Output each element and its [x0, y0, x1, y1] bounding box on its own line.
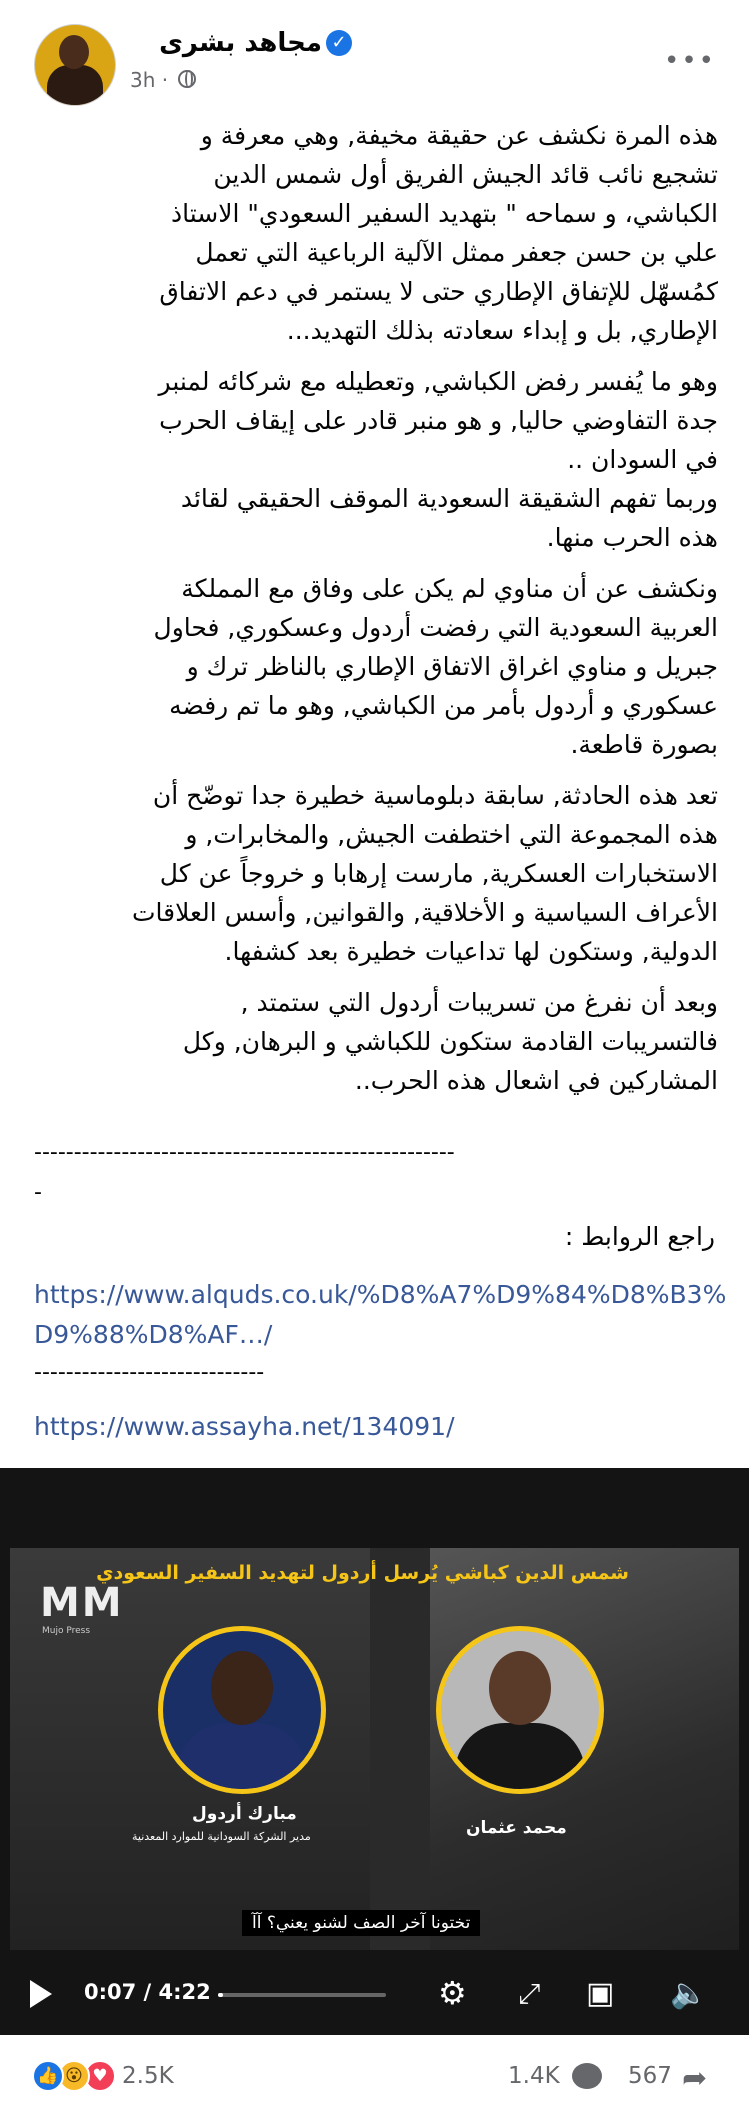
- divider-tail: -: [34, 1180, 42, 1205]
- post-time[interactable]: 3h ·: [130, 68, 169, 92]
- play-icon[interactable]: [30, 1980, 52, 2008]
- shares-count[interactable]: 567: [628, 2063, 672, 2089]
- post-paragraph: وهو ما يُفسر رفض الكباشي, وتعطيله مع شركائه لمنبر جدة التفاوضي حاليا, و هو منبر قادر على إيقاف الحرب في السودان .. وربما تفهم الشقيقة السعودية الموقف الحقيقي لقائد هذه الحرب منها.: [158, 367, 718, 552]
- references-label: راجع الروابط :: [564, 1222, 715, 1251]
- post-body: [28, 116, 718, 1112]
- globe-icon: [178, 70, 196, 88]
- video-frame[interactable]: [10, 1548, 739, 1950]
- like-icon[interactable]: 👍: [32, 2060, 64, 2092]
- love-icon[interactable]: ♥: [84, 2060, 116, 2092]
- wow-icon[interactable]: 😮: [58, 2060, 90, 2092]
- reactions-count[interactable]: 2.5K: [122, 2063, 174, 2089]
- link-assayha[interactable]: https://www.assayha.net/134091/: [34, 1412, 455, 1441]
- video-subtitle: تختونا آخر الصف لشنو يعني؟ آآ: [242, 1910, 480, 1936]
- link-alquds[interactable]: https://www.alquds.co.uk/%D8%A7%D9%84%D8%B3%D9%88%D8%AF…/: [34, 1280, 727, 1349]
- video-controls: [0, 1958, 749, 2028]
- person-left-role: مدير الشركة السودانية للموارد المعدنية: [132, 1830, 311, 1843]
- person-left-name: مبارك أردول: [192, 1804, 297, 1824]
- video-time: 0:07 / 4:22: [84, 1980, 211, 2004]
- video-player[interactable]: [0, 1468, 749, 2035]
- avatar[interactable]: [34, 24, 116, 106]
- post-paragraph: هذه المرة نكشف عن حقيقة مخيفة, وهي معرفة و تشجيع نائب قائد الجيش الفريق أول شمس الدين الكباشي، و سماحه " بتهديد السفير السعودي" الاستاذ علي بن حسن جعفر ممثل الآلية الرباعية التي تعمل كمُسهّل للإتفاق الإطاري حتى لا يستمر في دعم الاتفاق الإطاري, بل و إبداء سعادته بذلك التهديد...: [159, 121, 718, 345]
- video-headline: شمس الدين كباشي يُرسل أردول لتهديد السفير السعودي: [96, 1562, 629, 1584]
- settings-icon[interactable]: ⚙: [438, 1974, 467, 2012]
- person-right-name: محمد عثمان: [466, 1818, 567, 1838]
- volume-icon[interactable]: 🔈: [670, 1976, 708, 2011]
- post-paragraph: وبعد أن نفرغ من تسريبات أردول التي ستمتد , فالتسريبات القادمة ستكون للكباشي و البرهان, وكل المشاركين في اشعال هذه الحرب..: [182, 988, 718, 1095]
- divider: -----------------------------------------------------: [34, 1140, 455, 1165]
- logo-text: Mujo Press: [42, 1626, 91, 1636]
- comment-icon[interactable]: [572, 2063, 602, 2089]
- divider-short: -----------------------------: [34, 1360, 265, 1385]
- progress-bar[interactable]: [218, 1993, 386, 1997]
- progress-fill: [218, 1993, 223, 1997]
- fullscreen-icon[interactable]: ⤢: [518, 1977, 541, 2010]
- author-name[interactable]: مجاهد بشرى: [159, 28, 322, 58]
- mujo-logo: M M: [40, 1580, 116, 1626]
- post-paragraph: ونكشف عن أن مناوي لم يكن على وفاق مع المملكة العربية السعودية التي رفضت أردول وعسكوري, فحاول جبريل و مناوي اغراق الاتفاق الإطاري بالناظر ترك و عسكوري و أردول بأمر من الكباشي, وهو ما تم رفضه بصورة قاطعة.: [153, 574, 718, 759]
- share-icon[interactable]: ➦: [682, 2061, 708, 2096]
- post-header: [0, 0, 749, 110]
- comments-count[interactable]: 1.4K: [508, 2063, 560, 2089]
- person-right-photo: [436, 1626, 604, 1794]
- person-left-photo: [158, 1626, 326, 1794]
- more-options-button[interactable]: •••: [664, 46, 717, 76]
- verified-badge-icon: ✓: [326, 30, 352, 56]
- post-paragraph: تعد هذه الحادثة, سابقة دبلوماسية خطيرة جدا توضّح أن هذه المجموعة التي اختطفت الجيش, والمخابرات, و الاستخبارات العسكرية, مارست إرهابا و خروجاً عن كل الأعراف السياسية و الأخلاقية, والقوانين, وأسس العلاقات الدولية, وستكون لها تداعيات خطيرة بعد كشفها.: [132, 781, 718, 966]
- pip-icon[interactable]: ▣: [586, 1976, 615, 2011]
- engagement-bar: [0, 2045, 749, 2115]
